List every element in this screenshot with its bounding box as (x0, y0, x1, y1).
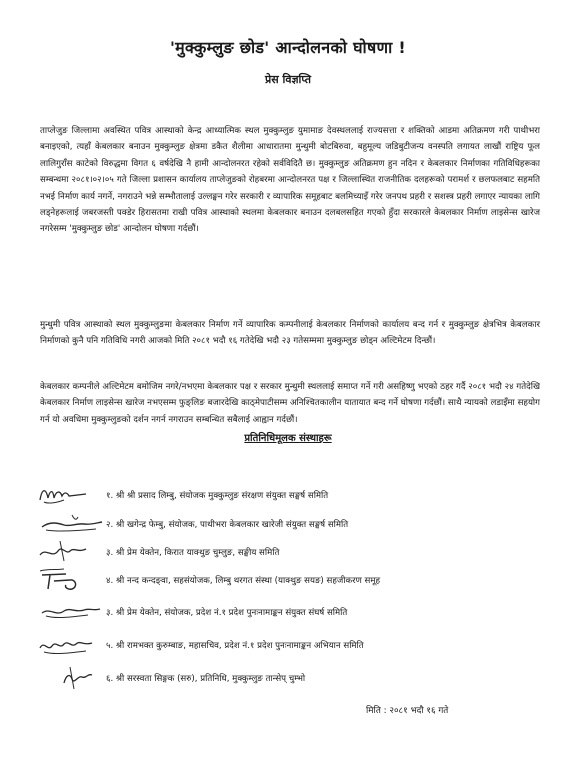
signature-1 (36, 480, 111, 510)
organization-entry: १. श्री श्री प्रसाद लिम्बु, संयोजक मुक्कुम्लुङ संरक्षण संयुक्त सङ्घर्ष समिति (106, 491, 329, 501)
organization-entry: ५. श्री रामभक्त कुरुम्बाङ, महासचिव, प्रदेश नं.१ प्रदेश पुनःनामाङ्कन अभियान समिति (106, 641, 364, 651)
organization-entry: ३. श्री प्रेम येक्तेन, किरात याक्थुङ चुम्लुङ, सङ्घीय समिति (106, 548, 280, 558)
paragraph-3: केबलकार कम्पनीले अल्टिमेटम बमोजिम नगरे/नभएमा केबलकार पक्ष र सरकार मुन्धुमी स्थललाई समाप्त गर्ने गरी असहिष्णु भएको ठहर गर्दै २०८१ भदौ २४ गतेदेखि केबलकार निर्माण लाइसेन्स खारेज नभएसम्म फुङ्लिङ बजारदेखि काठ्मेपाटीसम्म अनिश्चितकालीन यातायात बन्द गर्ने घोषणा गर्दछौं। साथै न्यायको लडाइँमा सहयोग गर्न यो अवधिमा मुक्कुम्लुङको दर्शन नगर्न नगराउन सम्बन्धित सबैलाई आह्वान गर्दछौं। (40, 382, 540, 425)
signature-2 (36, 509, 111, 539)
organizations-heading-text: प्रतिनिधिमूलक संस्थाहरू (244, 433, 332, 444)
paragraph-1: ताप्लेजुङ जिल्लामा अवस्थित पवित्र आस्थाको केन्द्र आध्यात्मिक स्थल मुक्कुम्लुङ युमामाङ देवस्थललाई राज्यसत्ता र शक्तिको आडमा अतिक्रमण गरी पाथीभरा बनाइएको, त्यहाँ केबलकार बनाउन मुक्कुम्लुङ क्षेत्रमा डकैत शैलीमा आधारातमा मुन्धुमी बोटबिरुवा, बहुमूल्य जडिबुटीजन्य वनस्पति लगायत लाखौं राष्ट्रिय फूल लालिगुराँस काटेको विरुद्धमा विगत ६ वर्षदेखि नै हामी आन्दोलनरत रहेको सर्वविदितै छ। मुक्कुम्लुङ अतिक्रमण हुन नदिन र केबलकार निर्माणका गतिविधिहरूका सम्बन्धमा २०८१।०२।०५ गते जिल्ला प्रशासन कार्यालय ताप्लेजुङको रोहबरमा आन्दोलनरत पक्ष र जिल्लास्थित राजनीतिक दलहरूको परामर्श र छलफलबाट सहमति नभई निर्माण कार्य नगर्ने, नगराउने भन्ने सम्भौतालाई उल्लङ्घन गरेर सरकारी र व्यापारिक समूहबाट बलमिच्याइँ गरेर जनपथ प्रहरी र सशस्त्र प्रहरी लगाएर न्यायका लागि लड्नेहरूलाई जबरजस्ती पक्डेर हिरासतमा राखी पवित्र आस्थाको स्थलमा केबलकार बनाउन दलबलसहित गएको हुँदा सरकारले केबलकार निर्माण लाइसेन्स खारेज नगरेसम्म 'मुक्कुम्लुङ छोड' आन्दोलन घोषणा गर्दछौं। (40, 126, 541, 235)
organizations-heading (0, 430, 576, 444)
document-title: 'मुक्कुम्लुङ छोड' आन्दोलनको घोषणा ! (169, 38, 407, 57)
organization-entry: ४. श्री नन्द कन्दङ्वा, सहसंयोजक, लिम्बु थरगत संस्था (याक्थुङ सयङ) सहजीकरण समूह (106, 576, 381, 586)
signature-5 (36, 597, 111, 627)
document-subtitle: प्रेस विज्ञप्ति (264, 73, 312, 86)
signature-4 (36, 565, 111, 595)
organization-entry: २. श्री खगेन्द्र फेम्बु, संयोजक, पाथीभरा केबलकार खारेजी संयुक्त सङ्घर्ष समिति (106, 520, 349, 530)
organization-row (36, 630, 546, 660)
organization-row (36, 480, 546, 510)
organization-entry: ३. श्री प्रेम येक्तेन, संयोजक, प्रदेश नं.१ प्रदेश पुनःनामाङ्कन संयुक्त संघर्ष समिति (106, 608, 348, 618)
organization-row (36, 537, 546, 567)
organization-row (36, 597, 546, 627)
signature-3 (36, 537, 111, 567)
signature-6 (36, 630, 111, 660)
organization-entry: ६. श्री सरस्वता सिङ्गक (सरु), प्रतिनिधि, मुक्कुम्लुङ तान्सेप् चुम्भो (106, 674, 306, 684)
signature-7 (36, 663, 111, 693)
organization-row (36, 663, 546, 693)
organization-row (36, 565, 546, 595)
paragraph-2: मुन्धुमी पवित्र आस्थाको स्थल मुक्कुम्लुङमा केबलकार निर्माण गर्ने व्यापारिक कम्पनीलाई केबलकार निर्माणको कार्यालय बन्द गर्न र मुक्कुम्लुङ क्षेत्रभित्र केबलकार निर्माणको कुनै पनि गतिविधि नगरी आजको मिति २०८१ भदौ १६ गतेदेखि भदौ २३ गतेसम्ममा मुक्कुम्लुङ छोड्न अल्टिमेटम दिन्छौं। (40, 320, 540, 347)
organization-row (36, 509, 546, 539)
document-date: मिति : २०८१ भदौ १६ गते (366, 706, 449, 716)
